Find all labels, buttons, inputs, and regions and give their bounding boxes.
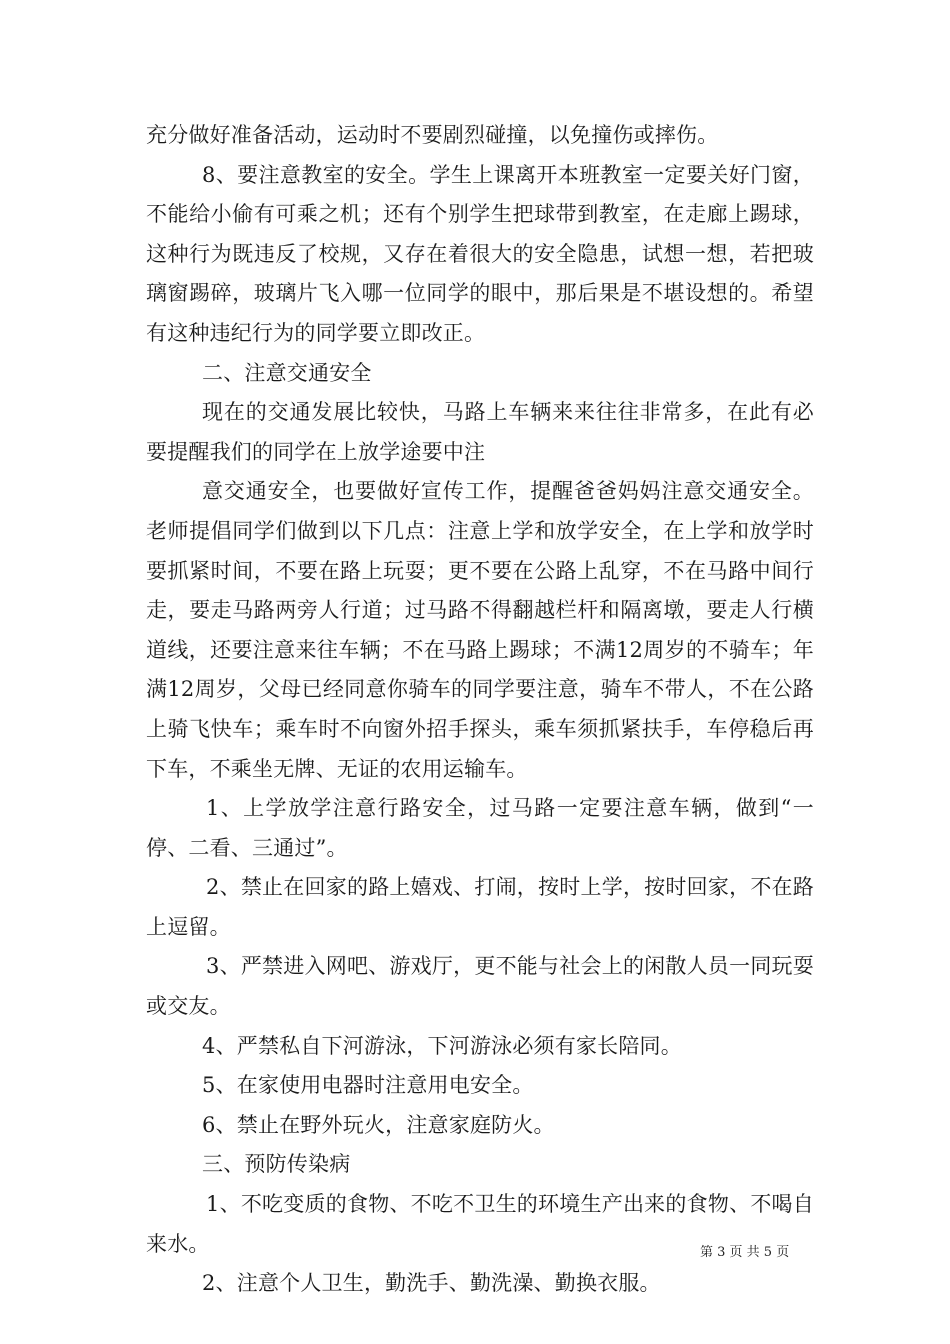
list-item-disease-1: 1、不吃变质的食物、不吃不卫生的环境生产出来的食物、不喝自来水。	[146, 1192, 814, 1256]
page-number-footer: 第 3 页 共 5 页	[700, 1245, 790, 1260]
paragraph-continuation: 充分做好准备活动，运动时不要剧烈碰撞，以免撞伤或摔伤。	[146, 123, 719, 147]
section-heading-traffic-safety: 二、注意交通安全	[202, 360, 372, 385]
section-heading-disease-prevention: 三、预防传染病	[202, 1152, 351, 1177]
paragraph-classroom-safety: 8、要注意教室的安全。学生上课离开本班教室一定要关好门窗，不能给小偷有可乘之机；还有个别学生把球带到教室，在走廊上踢球，这种行为既违反了校规，又存在着很大的安全隐患，试想一想，若把玻璃窗踢碎，玻璃片飞入哪一位同学的眼中，那后果是不堪设想的。希望有这种违纪行为的同学要立即改正。	[146, 162, 814, 345]
list-item-traffic-1: 1、上学放学注意行路安全，过马路一定要注意车辆，做到“一停、二看、三通过”。	[146, 796, 814, 860]
list-item-traffic-5: 5、在家使用电器时注意用电安全。	[202, 1073, 534, 1098]
list-item-traffic-4: 4、严禁私自下河游泳，下河游泳必须有家长陪同。	[202, 1033, 682, 1058]
paragraph-traffic-details: 意交通安全，也要做好宣传工作，提醒爸爸妈妈注意交通安全。老师提倡同学们做到以下几点：注意上学和放学安全，在上学和放学时要抓紧时间，不要在路上玩耍；更不要在公路上乱穿，不在马路中间行走，要走马路两旁人行道；过马路不得翻越栏杆和隔离墩，要走人行横道线，还要注意来往车辆；不在马路上踢球；不满12周岁的不骑车；年满12周岁，父母已经同意你骑车的同学要注意，骑车不带人，不在公路上骑飞快车；乘车时不向窗外招手探头，乘车须抓紧扶手，车停稳后再下车，不乘坐无牌、无证的农用运输车。	[146, 479, 814, 781]
list-item-traffic-3: 3、严禁进入网吧、游戏厅，更不能与社会上的闲散人员一同玩耍或交友。	[146, 954, 814, 1019]
document-body	[146, 116, 814, 1304]
list-item-traffic-2: 2、禁止在回家的路上嬉戏、打闹，按时上学，按时回家，不在路上逗留。	[146, 875, 814, 939]
paragraph-traffic-intro: 现在的交通发展比较快，马路上车辆来来往往非常多，在此有必要提醒我们的同学在上放学途要中注	[146, 400, 814, 464]
list-item-disease-2: 2、注意个人卫生，勤洗手、勤洗澡、勤换衣服。	[202, 1271, 661, 1296]
list-item-traffic-6: 6、禁止在野外玩火，注意家庭防火。	[202, 1112, 555, 1137]
